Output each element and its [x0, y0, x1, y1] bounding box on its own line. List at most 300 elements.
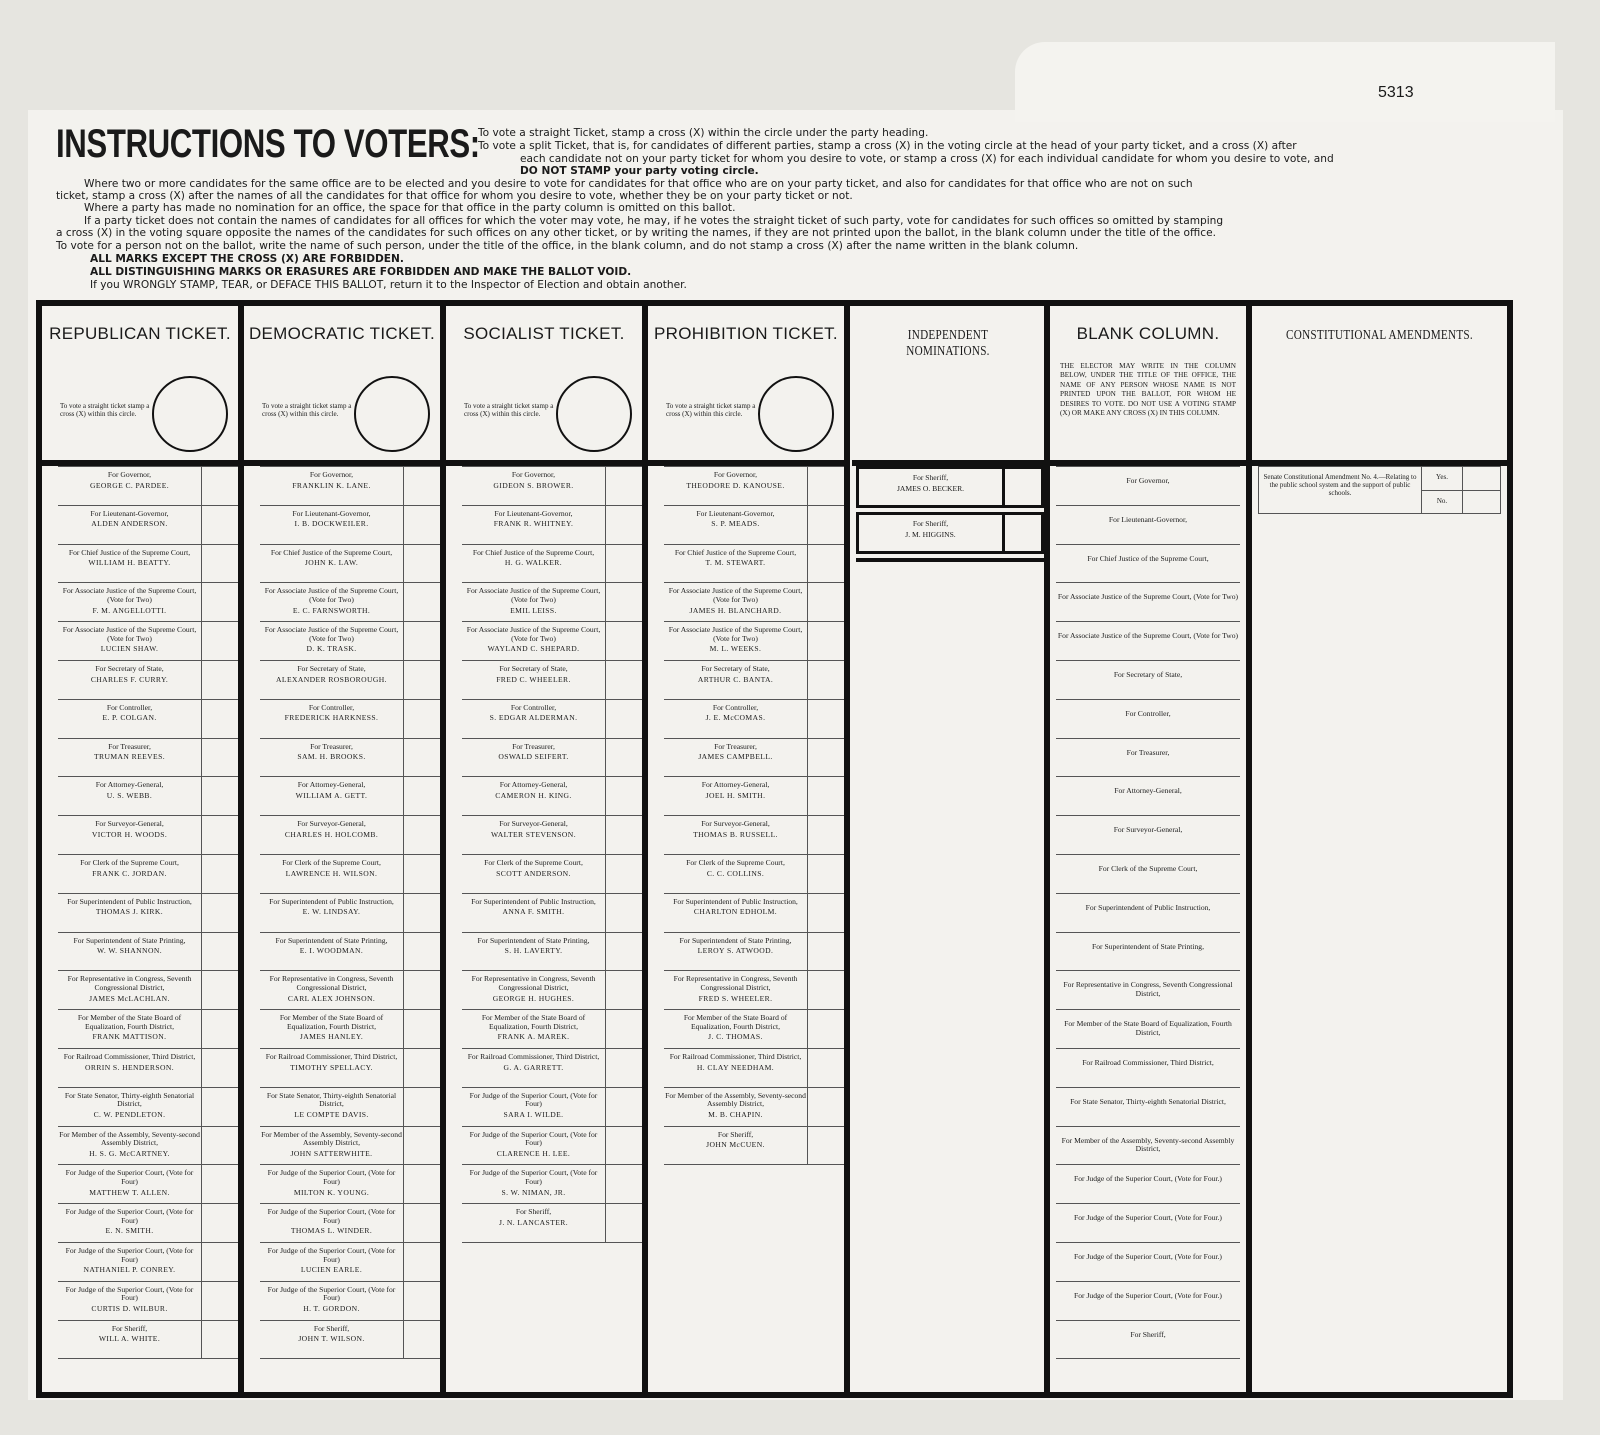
office-label: For Member of the Assembly, Seventy-second Assembly District, [261, 1129, 402, 1148]
office-label: For Lieutenant-Governor, [696, 508, 775, 518]
vote-square[interactable] [605, 855, 642, 893]
write-in-row[interactable] [1056, 544, 1240, 583]
candidate-row [462, 738, 642, 777]
write-in-row[interactable] [1056, 1320, 1240, 1360]
candidate-name: ARTHUR C. BANTA. [697, 674, 774, 684]
candidate-row [664, 776, 844, 815]
write-in-row[interactable] [1056, 854, 1240, 893]
office-label: For Treasurer, [1126, 747, 1170, 757]
candidate-entry [664, 971, 807, 1009]
candidate-name: TRUMAN REEVES. [94, 752, 165, 762]
vote-square[interactable] [403, 1243, 440, 1281]
office-label: For Surveyor-General, [701, 819, 770, 829]
vote-square[interactable] [605, 1010, 642, 1048]
write-in-row[interactable] [1056, 776, 1240, 815]
candidate-entry [260, 1049, 403, 1087]
vote-square[interactable] [807, 1127, 844, 1165]
vote-square[interactable] [201, 1010, 238, 1048]
amendments-header [1252, 306, 1507, 466]
office-label: For Judge of the Superior Court, (Vote for Four.) [1074, 1290, 1222, 1300]
office-label: For Judge of the Superior Court, (Vote for Four) [65, 1284, 194, 1303]
write-in-row[interactable] [1056, 738, 1240, 777]
vote-square[interactable] [807, 583, 844, 621]
vote-square[interactable] [807, 1010, 844, 1048]
candidate-entry [260, 1282, 403, 1320]
office-label: For Member of the Assembly, Seventy-second Assembly District, [665, 1090, 806, 1109]
candidate-row [58, 1203, 238, 1242]
office-label: For Governor, [309, 470, 354, 479]
office-label: For Attorney-General, [95, 780, 164, 790]
office-label: For Superintendent of Public Instruction, [1085, 902, 1211, 912]
candidate-row [462, 544, 642, 583]
candidate-name: J. E. McCOMAS. [705, 713, 766, 723]
write-in-row[interactable] [1056, 699, 1240, 738]
vote-square[interactable] [403, 971, 440, 1009]
candidate-row [58, 1242, 238, 1281]
candidate-name: JOHN K. LAW. [304, 558, 359, 568]
circle-instruction: To vote a straight ticket stamp a cross (X) within this circle. [262, 402, 352, 418]
candidate-row [58, 815, 238, 854]
candidate-name: MATTHEW T. ALLEN. [89, 1187, 170, 1197]
vote-square[interactable] [403, 777, 440, 815]
vote-square[interactable] [201, 583, 238, 621]
vote-square[interactable] [807, 1049, 844, 1087]
candidate-row [462, 505, 642, 544]
vote-square[interactable] [201, 1282, 238, 1320]
candidate-name: U. S. WEBB. [106, 790, 153, 800]
office-label: For Governor, [1126, 476, 1170, 485]
office-label: For Superintendent of Public Instruction, [471, 896, 596, 906]
ticket-header [244, 306, 440, 466]
candidate-row [260, 1164, 440, 1203]
candidate-row [260, 1009, 440, 1048]
candidate-row [58, 1087, 238, 1126]
vote-square[interactable] [807, 894, 844, 932]
candidate-entry [664, 816, 807, 854]
candidate-row [462, 776, 642, 815]
write-in-row[interactable] [1056, 1126, 1240, 1165]
blank-note: THE ELECTOR MAY WRITE IN THE COLUMN BELOW, UNDER THE TITLE OF THE OFFICE, THE NAME OF ANY PERSON WHOSE NAME IS NOT PRINTED UPON THE BALLOT, FOR WHOM HE DESIRES TO VOTE. DO NOT USE A VOTING STAMP (X) OR MAKE ANY CROSS (X) IN THIS COLUMN. [1060, 362, 1236, 418]
candidate-entry [664, 1127, 807, 1165]
office-label: For Railroad Commissioner, Third District, [669, 1051, 802, 1061]
office-label: For Representative in Congress, Seventh Congressional District, [471, 974, 596, 992]
candidate-entry [664, 506, 807, 544]
vote-square[interactable] [201, 1127, 238, 1165]
candidate-entry [462, 777, 605, 815]
instruction-line: ALL MARKS EXCEPT THE CROSS (X) ARE FORBIDDEN. [90, 253, 404, 265]
write-in-row[interactable] [1056, 815, 1240, 854]
office-label: For Treasurer, [310, 741, 353, 751]
candidate-entry [260, 622, 403, 660]
office-label: For Superintendent of Public Instruction, [269, 896, 394, 906]
vote-square[interactable] [1002, 515, 1041, 551]
candidate-row [260, 893, 440, 932]
candidate-entry [664, 583, 807, 621]
candidate-entry [462, 816, 605, 854]
ticket-column [446, 306, 648, 1392]
office-label: For Surveyor-General, [1113, 825, 1183, 835]
vote-square[interactable] [605, 894, 642, 932]
circle-instruction: To vote a straight ticket stamp a cross (X) within this circle. [666, 402, 756, 418]
vote-square[interactable] [201, 661, 238, 699]
vote-square[interactable] [201, 545, 238, 583]
candidate-entry [664, 545, 807, 583]
candidate-entry [859, 469, 1002, 505]
vote-square[interactable] [403, 545, 440, 583]
vote-square[interactable] [605, 506, 642, 544]
vote-square[interactable] [807, 545, 844, 583]
candidate-name: G. A. GARRETT. [503, 1062, 564, 1072]
candidate-name: H. S. G. McCARTNEY. [89, 1148, 170, 1158]
candidate-entry [260, 855, 403, 893]
vote-square[interactable] [201, 1243, 238, 1281]
candidate-row [58, 1048, 238, 1087]
office-label: For Governor, [107, 470, 152, 479]
vote-square[interactable] [807, 971, 844, 1009]
vote-square[interactable] [807, 816, 844, 854]
candidate-row [664, 893, 844, 932]
candidate-row [260, 1281, 440, 1320]
vote-square[interactable] [201, 1321, 238, 1359]
instruction-line: ALL DISTINGUISHING MARKS OR ERASURES ARE FORBIDDEN AND MAKE THE BALLOT VOID. [90, 266, 632, 278]
candidate-name: CHARLES F. CURRY. [90, 674, 169, 684]
candidate-name: ALEXANDER ROSBOROUGH. [276, 674, 387, 684]
vote-square[interactable] [201, 1165, 238, 1203]
candidate-name: WILLIAM A. GETT. [295, 790, 368, 800]
candidate-name: CLARENCE H. LEE. [496, 1148, 571, 1158]
vote-square[interactable] [605, 933, 642, 971]
office-label: For Clerk of the Supreme Court, [80, 857, 179, 867]
blank-column [1050, 306, 1252, 1392]
vote-square[interactable] [403, 1127, 440, 1165]
candidate-name: GEORGE C. PARDEE. [89, 480, 170, 490]
candidate-name: S. EDGAR ALDERMAN. [489, 713, 578, 723]
vote-square[interactable] [403, 583, 440, 621]
candidate-name: OSWALD SEIFERT. [498, 752, 569, 762]
straight-ticket-circle[interactable] [354, 376, 430, 452]
vote-square[interactable] [403, 855, 440, 893]
candidate-row [58, 932, 238, 971]
candidate-entry [462, 467, 605, 505]
vote-square[interactable] [605, 816, 642, 854]
vote-square[interactable] [605, 1127, 642, 1165]
candidate-entry [462, 855, 605, 893]
office-label: For Attorney-General, [701, 780, 770, 790]
vote-square[interactable] [403, 700, 440, 738]
office-label: For Lieutenant-Governor, [90, 508, 169, 518]
ticket-title: REPUBLICAN TICKET. [49, 324, 231, 343]
candidate-row [462, 582, 642, 621]
candidate-row [260, 815, 440, 854]
office-label: For Superintendent of State Printing, [275, 935, 388, 945]
office-label: For Associate Justice of the Supreme Court, (Vote for Two) [62, 586, 197, 604]
candidate-entry [58, 467, 201, 505]
vote-square[interactable] [807, 777, 844, 815]
candidate-entry [260, 894, 403, 932]
vote-square[interactable] [605, 1049, 642, 1087]
candidate-name: E. N. SMITH. [105, 1226, 154, 1236]
candidate-row [58, 544, 238, 583]
candidate-name: VICTOR H. WOODS. [91, 829, 168, 839]
candidate-name: CHARLES H. HOLCOMB. [284, 829, 379, 839]
vote-square[interactable] [403, 467, 440, 505]
write-in-row[interactable] [1056, 1203, 1240, 1242]
vote-square[interactable] [403, 894, 440, 932]
straight-ticket-circle[interactable] [556, 376, 632, 452]
candidate-row [58, 776, 238, 815]
vote-square[interactable] [403, 1204, 440, 1242]
candidate-entry [462, 583, 605, 621]
candidate-entry [260, 1165, 403, 1203]
straight-ticket-circle[interactable] [758, 376, 834, 452]
candidate-name: THOMAS B. RUSSELL. [693, 829, 778, 839]
amendment-no-box[interactable] [1463, 491, 1500, 514]
candidate-entry [462, 739, 605, 777]
office-label: For Judge of the Superior Court, (Vote for Four) [65, 1168, 194, 1186]
vote-square[interactable] [201, 777, 238, 815]
vote-square[interactable] [403, 622, 440, 660]
vote-square[interactable] [605, 739, 642, 777]
candidate-name: LUCIEN SHAW. [100, 644, 159, 654]
vote-square[interactable] [605, 1204, 642, 1242]
write-in-row[interactable] [1056, 1048, 1240, 1087]
write-in-row[interactable] [1056, 582, 1240, 621]
office-label: For Representative in Congress, Seventh Congressional District, [67, 974, 192, 992]
vote-square[interactable] [403, 933, 440, 971]
candidate-row [58, 660, 238, 699]
candidate-row [462, 815, 642, 854]
candidate-name: TIMOTHY SPELLACY. [290, 1062, 373, 1072]
candidate-name: C. C. COLLINS. [706, 868, 765, 878]
write-in-row[interactable] [1056, 970, 1240, 1009]
office-label: For Railroad Commissioner, Third District, [1082, 1057, 1214, 1067]
vote-square[interactable] [201, 506, 238, 544]
vote-square[interactable] [807, 622, 844, 660]
candidate-row [58, 466, 238, 505]
vote-square[interactable] [201, 971, 238, 1009]
office-label: For Sheriff, [313, 1323, 350, 1333]
candidate-row [260, 1203, 440, 1242]
vote-square[interactable] [605, 777, 642, 815]
candidate-row [664, 699, 844, 738]
candidate-row [260, 776, 440, 815]
write-in-row[interactable] [1056, 466, 1240, 505]
candidate-name: H. T. GORDON. [303, 1303, 360, 1313]
vote-square[interactable] [605, 971, 642, 1009]
office-label: For Superintendent of Public Instruction, [673, 896, 798, 906]
candidate-row [58, 1281, 238, 1320]
candidate-name: S. P. MEADS. [711, 519, 760, 529]
candidate-name: LE COMPTE DAVIS. [294, 1109, 369, 1119]
vote-square[interactable] [201, 1088, 238, 1126]
candidate-row [664, 970, 844, 1009]
vote-square[interactable] [605, 622, 642, 660]
write-in-row[interactable] [1056, 893, 1240, 932]
office-label: For Controller, [1125, 708, 1171, 718]
write-in-row[interactable] [1056, 1087, 1240, 1126]
candidate-entry [462, 1010, 605, 1048]
office-label: For State Senator, Thirty-eighth Senatorial District, [64, 1090, 195, 1109]
office-label: For Associate Justice of the Supreme Court, (Vote for Two) [1057, 631, 1239, 641]
candidate-row [260, 544, 440, 583]
vote-square[interactable] [807, 700, 844, 738]
write-in-row[interactable] [1056, 1242, 1240, 1281]
amendment-choices [1421, 467, 1500, 513]
candidate-row [664, 932, 844, 971]
candidate-entry [58, 971, 201, 1009]
candidate-row [260, 1242, 440, 1281]
vote-square[interactable] [807, 467, 844, 505]
write-in-row[interactable] [1056, 505, 1240, 544]
office-label: For Judge of the Superior Court, (Vote for Four) [65, 1207, 194, 1225]
candidate-row [260, 854, 440, 893]
vote-square[interactable] [201, 933, 238, 971]
vote-square[interactable] [605, 1165, 642, 1203]
candidate-name: JAMES O. BECKER. [896, 484, 965, 493]
vote-square[interactable] [201, 894, 238, 932]
vote-square[interactable] [403, 1088, 440, 1126]
vote-square[interactable] [605, 583, 642, 621]
vote-square[interactable] [201, 1049, 238, 1087]
candidate-name: W. W. SHANNON. [96, 946, 163, 956]
write-in-row[interactable] [1056, 1164, 1240, 1203]
candidate-entry [58, 1204, 201, 1242]
office-label: For Secretary of State, [499, 663, 568, 673]
vote-square[interactable] [201, 816, 238, 854]
candidate-row [58, 1164, 238, 1203]
candidate-name: SAM. H. BROOKS. [297, 752, 366, 762]
candidate-entry [664, 1049, 807, 1087]
candidate-name: JAMES HANLEY. [299, 1032, 364, 1042]
ticket-column [42, 306, 244, 1392]
vote-square[interactable] [605, 1088, 642, 1126]
write-in-row[interactable] [1056, 621, 1240, 660]
candidate-entry [58, 661, 201, 699]
vote-square[interactable] [403, 661, 440, 699]
candidate-row [58, 505, 238, 544]
vote-square[interactable] [201, 855, 238, 893]
candidate-name: WILL A. WHITE. [98, 1334, 161, 1344]
vote-square[interactable] [605, 661, 642, 699]
office-label: For Railroad Commissioner, Third District, [63, 1051, 196, 1061]
amendment-no-label: No. [1422, 491, 1463, 514]
serial-number: 5313 [1378, 84, 1414, 101]
straight-ticket-circle[interactable] [152, 376, 228, 452]
vote-square[interactable] [403, 816, 440, 854]
candidate-entry [664, 467, 807, 505]
vote-square[interactable] [201, 467, 238, 505]
vote-square[interactable] [807, 1088, 844, 1126]
vote-square[interactable] [403, 1321, 440, 1359]
candidate-row [462, 1164, 642, 1203]
vote-square[interactable] [201, 1204, 238, 1242]
candidate-entry [664, 700, 807, 738]
instruction-line: To vote for a person not on the ballot, write the name of such person, under the title of the office, in the blank column, and do not stamp a cross (X) after the name written in the blank column. [56, 240, 1079, 252]
ticket-header [42, 306, 238, 466]
write-in-row[interactable] [1056, 932, 1240, 971]
ticket-title: SOCIALIST TICKET. [463, 324, 625, 343]
office-label: For Clerk of the Supreme Court, [282, 857, 381, 867]
vote-square[interactable] [403, 1010, 440, 1048]
circle-instruction: To vote a straight ticket stamp a cross (X) within this circle. [60, 402, 150, 418]
vote-square[interactable] [807, 855, 844, 893]
amendments-title: CONSTITUTIONAL AMENDMENTS. [1286, 328, 1473, 343]
amendment-yes-box[interactable] [1463, 467, 1500, 490]
vote-square[interactable] [807, 933, 844, 971]
independent-row [856, 466, 1044, 508]
candidate-name: J. M. HIGGINS. [905, 530, 956, 539]
office-label: For Surveyor-General, [95, 819, 164, 829]
candidate-row [462, 466, 642, 505]
candidate-row [58, 582, 238, 621]
candidate-entry [58, 506, 201, 544]
vote-square[interactable] [403, 506, 440, 544]
candidate-name: E. C. FARNSWORTH. [292, 605, 371, 615]
candidate-row [462, 1009, 642, 1048]
vote-square[interactable] [403, 1282, 440, 1320]
candidate-name: FRANK A. MAREK. [497, 1032, 570, 1042]
candidate-name: M. L. WEEKS. [709, 644, 762, 654]
vote-square[interactable] [403, 1165, 440, 1203]
candidate-entry [462, 506, 605, 544]
office-label: For Judge of the Superior Court, (Vote for Four.) [1074, 1174, 1222, 1184]
candidate-name: FRANKLIN K. LANE. [292, 480, 371, 490]
office-label: For Associate Justice of the Supreme Court, (Vote for Two) [264, 625, 399, 643]
office-label: For Member of the State Board of Equalization, Fourth District, [683, 1013, 788, 1031]
candidate-entry [58, 1049, 201, 1087]
office-label: For Sheriff, [717, 1129, 754, 1139]
vote-square[interactable] [807, 506, 844, 544]
candidate-entry [664, 739, 807, 777]
write-in-row[interactable] [1056, 1009, 1240, 1048]
write-in-row[interactable] [1056, 660, 1240, 699]
vote-square[interactable] [201, 739, 238, 777]
candidate-name: JOHN T. WILSON. [298, 1334, 365, 1344]
write-in-row[interactable] [1056, 1281, 1240, 1320]
vote-square[interactable] [807, 661, 844, 699]
office-label: For Representative in Congress, Seventh Congressional District, [269, 974, 394, 992]
vote-square[interactable] [201, 700, 238, 738]
vote-square[interactable] [403, 739, 440, 777]
candidate-row [58, 970, 238, 1009]
office-label: For Controller, [510, 702, 557, 712]
candidate-name: JOHN SATTERWHITE. [290, 1148, 373, 1158]
vote-square[interactable] [605, 700, 642, 738]
vote-square[interactable] [1002, 469, 1041, 505]
vote-square[interactable] [605, 545, 642, 583]
candidate-name: CURTIS D. WILBUR. [91, 1303, 168, 1313]
candidate-entry [58, 1282, 201, 1320]
instruction-line: To vote a split Ticket, that is, for candidates of different parties, stamp a cross (X) in the voting circle at the head of your party ticket, and a cross (X) after [478, 140, 1297, 152]
office-label: For Chief Justice of the Supreme Court, [270, 547, 393, 557]
candidate-entry [462, 1088, 605, 1126]
candidate-entry [58, 1243, 201, 1281]
candidate-entry [260, 1010, 403, 1048]
candidate-entry [58, 583, 201, 621]
candidate-row [664, 1048, 844, 1087]
vote-square[interactable] [605, 467, 642, 505]
office-label: For Judge of the Superior Court, (Vote for Four) [267, 1207, 396, 1225]
vote-square[interactable] [403, 1049, 440, 1087]
candidate-name: F. M. ANGELLOTTI. [92, 605, 167, 615]
vote-square[interactable] [807, 739, 844, 777]
candidate-row [664, 1087, 844, 1126]
amendment-yes-row [1422, 467, 1500, 491]
candidate-entry [260, 933, 403, 971]
vote-square[interactable] [201, 622, 238, 660]
candidate-row [58, 738, 238, 777]
candidate-entry [260, 700, 403, 738]
